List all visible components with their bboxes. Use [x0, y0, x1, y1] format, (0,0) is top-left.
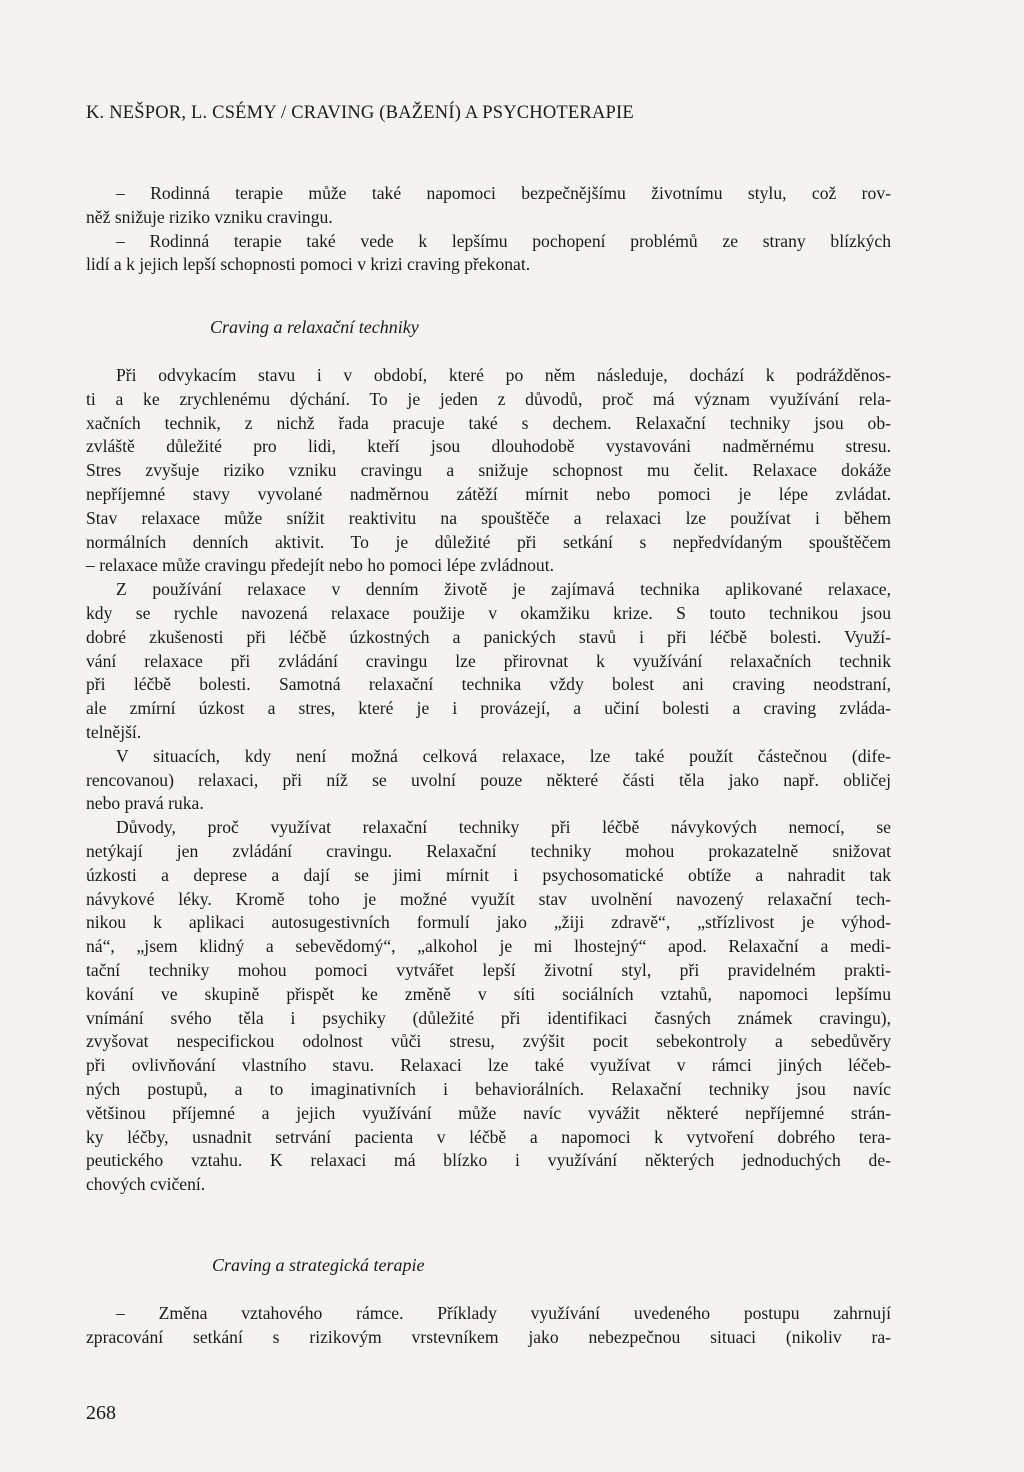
text-line: rencovanou) relaxaci, při níž se uvolní pouze některé části těla jako např. obličej [86, 769, 891, 790]
text-line: zvláště důležité pro lidi, kteří jsou dlouhodobě vystavováni nadměrnému stresu. [86, 436, 891, 457]
text-line: – Rodinná terapie může také napomoci bezpečnějšímu životnímu stylu, což rov- [116, 183, 891, 203]
text-line: – Změna vztahového rámce. Příklady využívání uvedeného postupu zahrnují [116, 1303, 891, 1323]
text-line: Stres zvyšuje riziko vzniku cravingu a snižuje schopnost mu čelit. Relaxace dokáže [86, 460, 891, 481]
text-line: ti a ke zrychlenému dýchání. To je jeden z důvodů, proč má význam využívání rela- [86, 388, 891, 409]
text-line: lidí a k jejich lepší schopnosti pomoci v krizi craving překonat. [86, 254, 531, 275]
text-line: zvyšovat nespecifickou odolnost vůči stresu, zvýšit pocit sebekontroly a sebedůvěry [86, 1031, 891, 1052]
text-line: vání relaxace při zvládání cravingu lze přirovnat k využívání relaxačních technik [86, 650, 891, 671]
section-body [86, 1302, 891, 1350]
text-line: Z používání relaxace v denním životě je zajímavá technika aplikované relaxace, [116, 579, 891, 600]
text-line: V situacích, kdy není možná celková relaxace, lze také použít částečnou (dife- [116, 745, 891, 766]
text-line: Stav relaxace může snížit reaktivitu na spouštěče a relaxaci lze používat i během [86, 507, 891, 528]
text-line: telnější. [86, 721, 142, 742]
text-line: nebo pravá ruka. [86, 793, 204, 814]
text-line: nikou k aplikaci autosugestivních formulí jako „žiji zdravě“, „střízlivost je výhod- [86, 912, 891, 933]
text-line: Při odvykacím stavu i v období, které po něm následuje, dochází k podrážděnos- [116, 365, 891, 385]
text-line: nepříjemné stavy vyvolané nadměrnou zátěží mírnit nebo pomoci je lépe zvládat. [86, 483, 891, 504]
section-heading: Craving a strategická terapie [212, 1255, 425, 1275]
text-line: – relaxace může cravingu předejít nebo ho pomoci lépe zvládnout. [86, 555, 555, 576]
section-body [86, 364, 891, 1197]
text-line: peutického vztahu. K relaxaci má blízko i využívání některých jednoduchých de- [86, 1150, 891, 1171]
text-line: návykové léky. Kromě toho je možné využít stav uvolnění navozený relaxační tech- [86, 888, 891, 909]
text-line: kování ve skupině přispět ke změně v síti sociálních vztahů, napomoci lepšímu [86, 983, 891, 1004]
text-line: xačních technik, z nichž řada pracuje také s dechem. Relaxační techniky jsou ob- [86, 412, 891, 433]
text-line: Důvody, proč využívat relaxační techniky při léčbě návykových nemocí, se [116, 817, 891, 838]
text-line: – Rodinná terapie také vede k lepšímu pochopení problémů ze strany blízkých [116, 230, 891, 251]
text-line: při léčbě bolesti. Samotná relaxační technika vždy bolest ani craving neodstraní, [86, 674, 891, 695]
text-line: něž snižuje riziko vzniku cravingu. [86, 206, 333, 227]
text-line: ale zmírní úzkost a stres, které je i provázejí, a učiní bolesti a craving zvláda- [86, 698, 891, 719]
text-line: normálních denních aktivit. To je důležité při setkání s nepředvídaným spouštěčem [86, 531, 891, 552]
text-line: vnímání svého těla i psychiky (důležité při identifikaci časných známek cravingu), [86, 1007, 891, 1028]
text-line: ných postupů, a to imaginativních i behaviorálních. Relaxační techniky jsou navíc [86, 1078, 891, 1099]
text-line: tační techniky mohou pomoci vytvářet lepší životní styl, při pravidelném prakti- [86, 959, 891, 980]
intro-text [86, 182, 891, 277]
page-number: 268 [86, 1402, 116, 1424]
text-line: většinou příjemné a jejich využívání může navíc vyvážit některé nepříjemné strán- [86, 1102, 891, 1123]
text-line: zpracování setkání s rizikovým vrstevníkem jako nebezpečnou situaci (nikoliv ra- [86, 1326, 891, 1347]
running-header: K. NEŠPOR, L. CSÉMY / CRAVING (BAŽENÍ) A PSYCHOTERAPIE [86, 103, 634, 123]
text-line: při ovlivňování vlastního stavu. Relaxaci lze také využívat v rámci jiných léčeb- [86, 1055, 891, 1076]
text-line: úzkosti a deprese a dají se jimi mírnit i psychosomatické obtíže a nahradit tak [86, 864, 891, 885]
text-line: dobré zkušenosti při léčbě úzkostných a panických stavů i při léčbě bolesti. Využí- [86, 626, 891, 647]
text-line: kdy se rychle navozená relaxace použije v okamžiku krize. S touto technikou jsou [86, 602, 891, 623]
text-line: netýkají jen zvládání cravingu. Relaxační techniky mohou prokazatelně snižovat [86, 840, 891, 861]
text-line: chových cvičení. [86, 1174, 206, 1195]
section-heading: Craving a relaxační techniky [210, 317, 419, 337]
text-line: ná“, „jsem klidný a sebevědomý“, „alkohol je mi lhostejný“ apod. Relaxační a medi- [86, 936, 891, 957]
text-line: ky léčby, usnadnit setrvání pacienta v léčbě a napomoci k vytvoření dobrého tera- [86, 1126, 891, 1147]
